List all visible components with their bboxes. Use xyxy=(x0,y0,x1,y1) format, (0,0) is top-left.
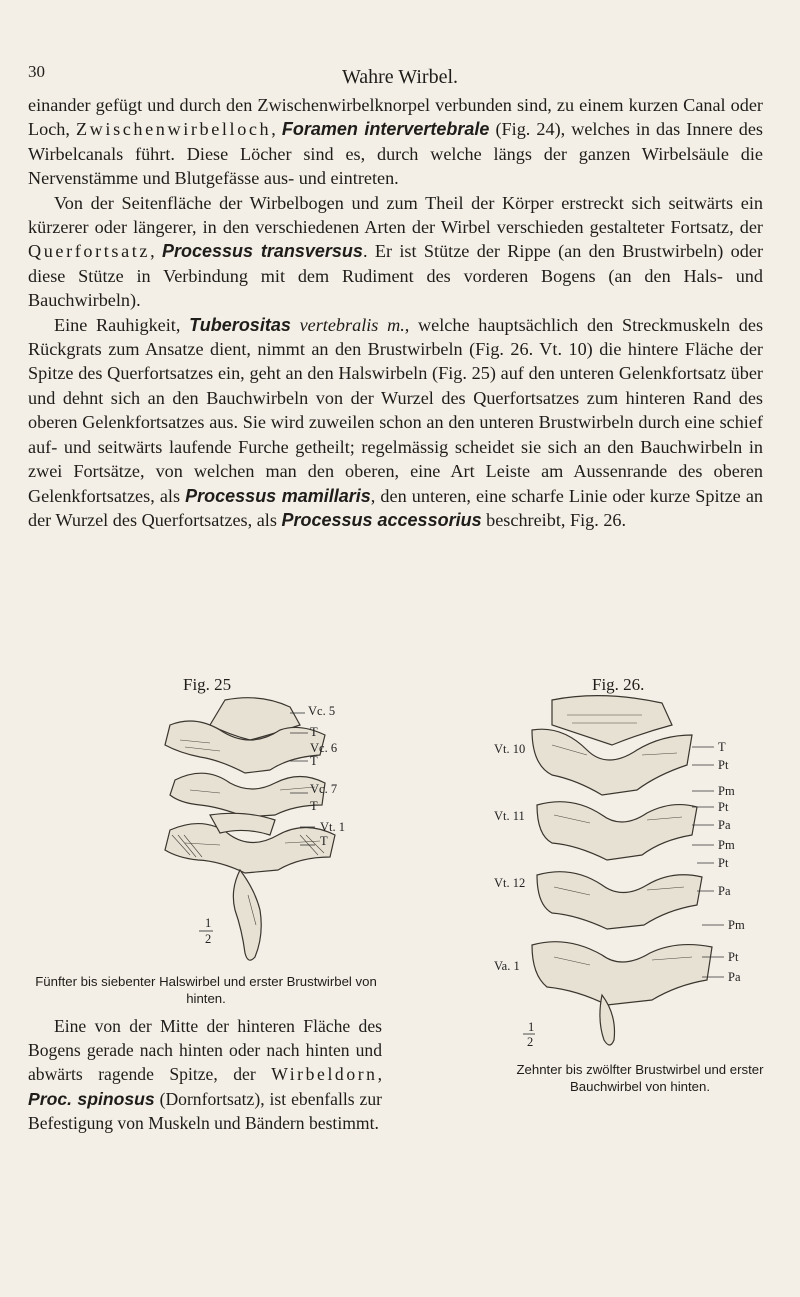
fig26-label-pm: Pm xyxy=(718,838,735,852)
fig26-label-vt11: Vt. 11 xyxy=(494,809,525,823)
text-run: , xyxy=(150,241,162,262)
latin-term: Proc. spinosus xyxy=(28,1088,155,1109)
text-run: , den unteren, eine scharfe Linie oder kurze Spitze an der Wurzel des Querfortsatzes, als xyxy=(28,485,763,530)
column-paragraph xyxy=(28,1014,382,1135)
text-run: beschreibt, Fig. 26. xyxy=(481,509,627,530)
text-run: Eine Rauhigkeit, xyxy=(54,314,190,335)
fig26-label-vt12: Vt. 12 xyxy=(494,876,526,890)
text-run: , xyxy=(271,119,282,140)
fig26-label-pt: Pt xyxy=(718,800,729,814)
fig25-label-vc5: Vc. 5 xyxy=(308,704,336,718)
fig25-label-vc7: Vc. 7 xyxy=(310,782,338,796)
latin-term: Processus transversus xyxy=(162,241,363,262)
fig26-label-pa: Pa xyxy=(718,818,731,832)
fig25-label-t: T xyxy=(310,754,318,768)
text-run: Von der Seitenfläche der Wirbelbogen und zum Theil der Körper erstreckt sich seitwärts ein kürzerer oder längerer, in den verschiedenen Arten der Wirbel verschieden gestalteter Fortsatz, der xyxy=(28,192,763,238)
term-spaced: Zwischenwirbelloch xyxy=(75,119,272,140)
fig26-label-pt: Pt xyxy=(728,950,739,964)
figure-26-label: Fig. 26. xyxy=(592,675,645,694)
text-run: (Dornfortsatz), ist ebenfalls zur Befestigung von Muskeln und Bändern bestimmt. xyxy=(28,1088,382,1133)
latin-term: Tuberositas xyxy=(189,314,291,335)
figure-25-label: Fig. 25 xyxy=(183,675,232,694)
fig26-label-t: T xyxy=(718,740,726,754)
text-run: einander gefügt und durch den Zwischenwirbelknorpel verbunden sind, zu einem kurzen Canal oder Loch, xyxy=(28,95,763,140)
text-run: (Fig. 24), welches in das Innere des Wirbelcanals führt. Diese Löcher sind es, durch welche längs der ganzen Wirbelsäule die Nervenstämme und Blutgefässe aus- und eintreten. xyxy=(28,119,764,189)
fig26-label-pt: Pt xyxy=(718,758,729,772)
fig25-label-t: T xyxy=(310,725,318,739)
paragraph-4 xyxy=(28,1014,382,1135)
fig25-label-vt1: Vt. 1 xyxy=(320,820,345,834)
fig26-label-pt: Pt xyxy=(718,856,729,870)
figure-26-vertebrae-illustration xyxy=(492,695,782,1055)
latin-term-italic: vertebralis m. xyxy=(299,314,405,335)
text-run: Eine von der Mitte der hinteren Fläche des Bogens gerade nach hinten oder nach hinten und abwärts ragende Spitze, der xyxy=(28,1016,382,1085)
text-run: , xyxy=(377,1064,382,1085)
paragraph-3 xyxy=(28,313,763,533)
fig26-label-pa: Pa xyxy=(728,970,741,984)
text-run: . Er ist Stütze der Rippe (an den Brustwirbeln) oder diese Stütze in Verbindung mit dem Rudiment des vorderen Bogens (an den Hals- und Bauchwirbeln). xyxy=(28,241,763,311)
figure-26-caption: Zehnter bis zwölfter Brustwirbel und erster Bauchwirbel von hinten. xyxy=(516,1062,764,1094)
latin-term: Processus accessorius xyxy=(281,509,482,530)
latin-term: Processus mamillaris xyxy=(185,485,371,506)
fig26-scale-bottom: 2 xyxy=(527,1035,534,1049)
fig26-label-pm: Pm xyxy=(728,918,745,932)
fig26-label-vt10: Vt. 10 xyxy=(494,742,526,756)
latin-term: Foramen intervertebrale xyxy=(281,119,490,140)
main-body-text xyxy=(28,93,763,532)
fig25-label-t: T xyxy=(320,834,328,848)
fig25-label-vc6: Vc. 6 xyxy=(310,741,338,755)
paragraph-2 xyxy=(28,191,763,313)
fig26-label-va1: Va. 1 xyxy=(494,959,520,973)
term-spaced: Querfortsatz xyxy=(28,241,151,262)
running-title: Wahre Wirbel. xyxy=(341,66,459,88)
fig25-label-t: T xyxy=(310,799,318,813)
fig25-scale-bottom: 2 xyxy=(205,932,212,946)
figure-25-caption: Fünfter bis siebenter Halswirbel und erster Brustwirbel von hinten. xyxy=(35,974,377,1006)
fig26-label-pa: Pa xyxy=(718,884,731,898)
fig26-scale-top: 1 xyxy=(528,1020,535,1034)
page-number: 30 xyxy=(28,62,45,81)
text-run: , welche hauptsächlich den Streckmuskeln des Rückgrats zum Ansatze dient, nimmt an den Brustwirbeln (Fig. 26. Vt. 10) die hintere Fläche der Spitze des Querfortsatzes ein, geht an den Halswirbeln (Fig. 25) auf den unteren Gelenkfortsatz über und dehnt sich an den Bauchwirbeln von der Wurzel des Querfortsatzes zum hinteren Rand des oberen Gelenkfortsatzes aus. Sie wird zuweilen schon an den unteren Brustwirbeln durch eine schief auf- und seitwärts laufende Furche getheilt; regelmässig scheidet sie sich an den Bauchwirbeln in zwei Fortsätze, von welchen man den oberen, eine Art Leiste am Aussenrande des oberen Gelenkfortsatzes, als xyxy=(28,314,764,506)
fig25-scale-top: 1 xyxy=(205,916,212,930)
figure-25-vertebrae-illustration xyxy=(150,695,390,970)
fig26-label-pm: Pm xyxy=(718,784,735,798)
paragraph-1 xyxy=(28,93,763,191)
term-spaced: Wirbeldorn xyxy=(271,1064,378,1085)
